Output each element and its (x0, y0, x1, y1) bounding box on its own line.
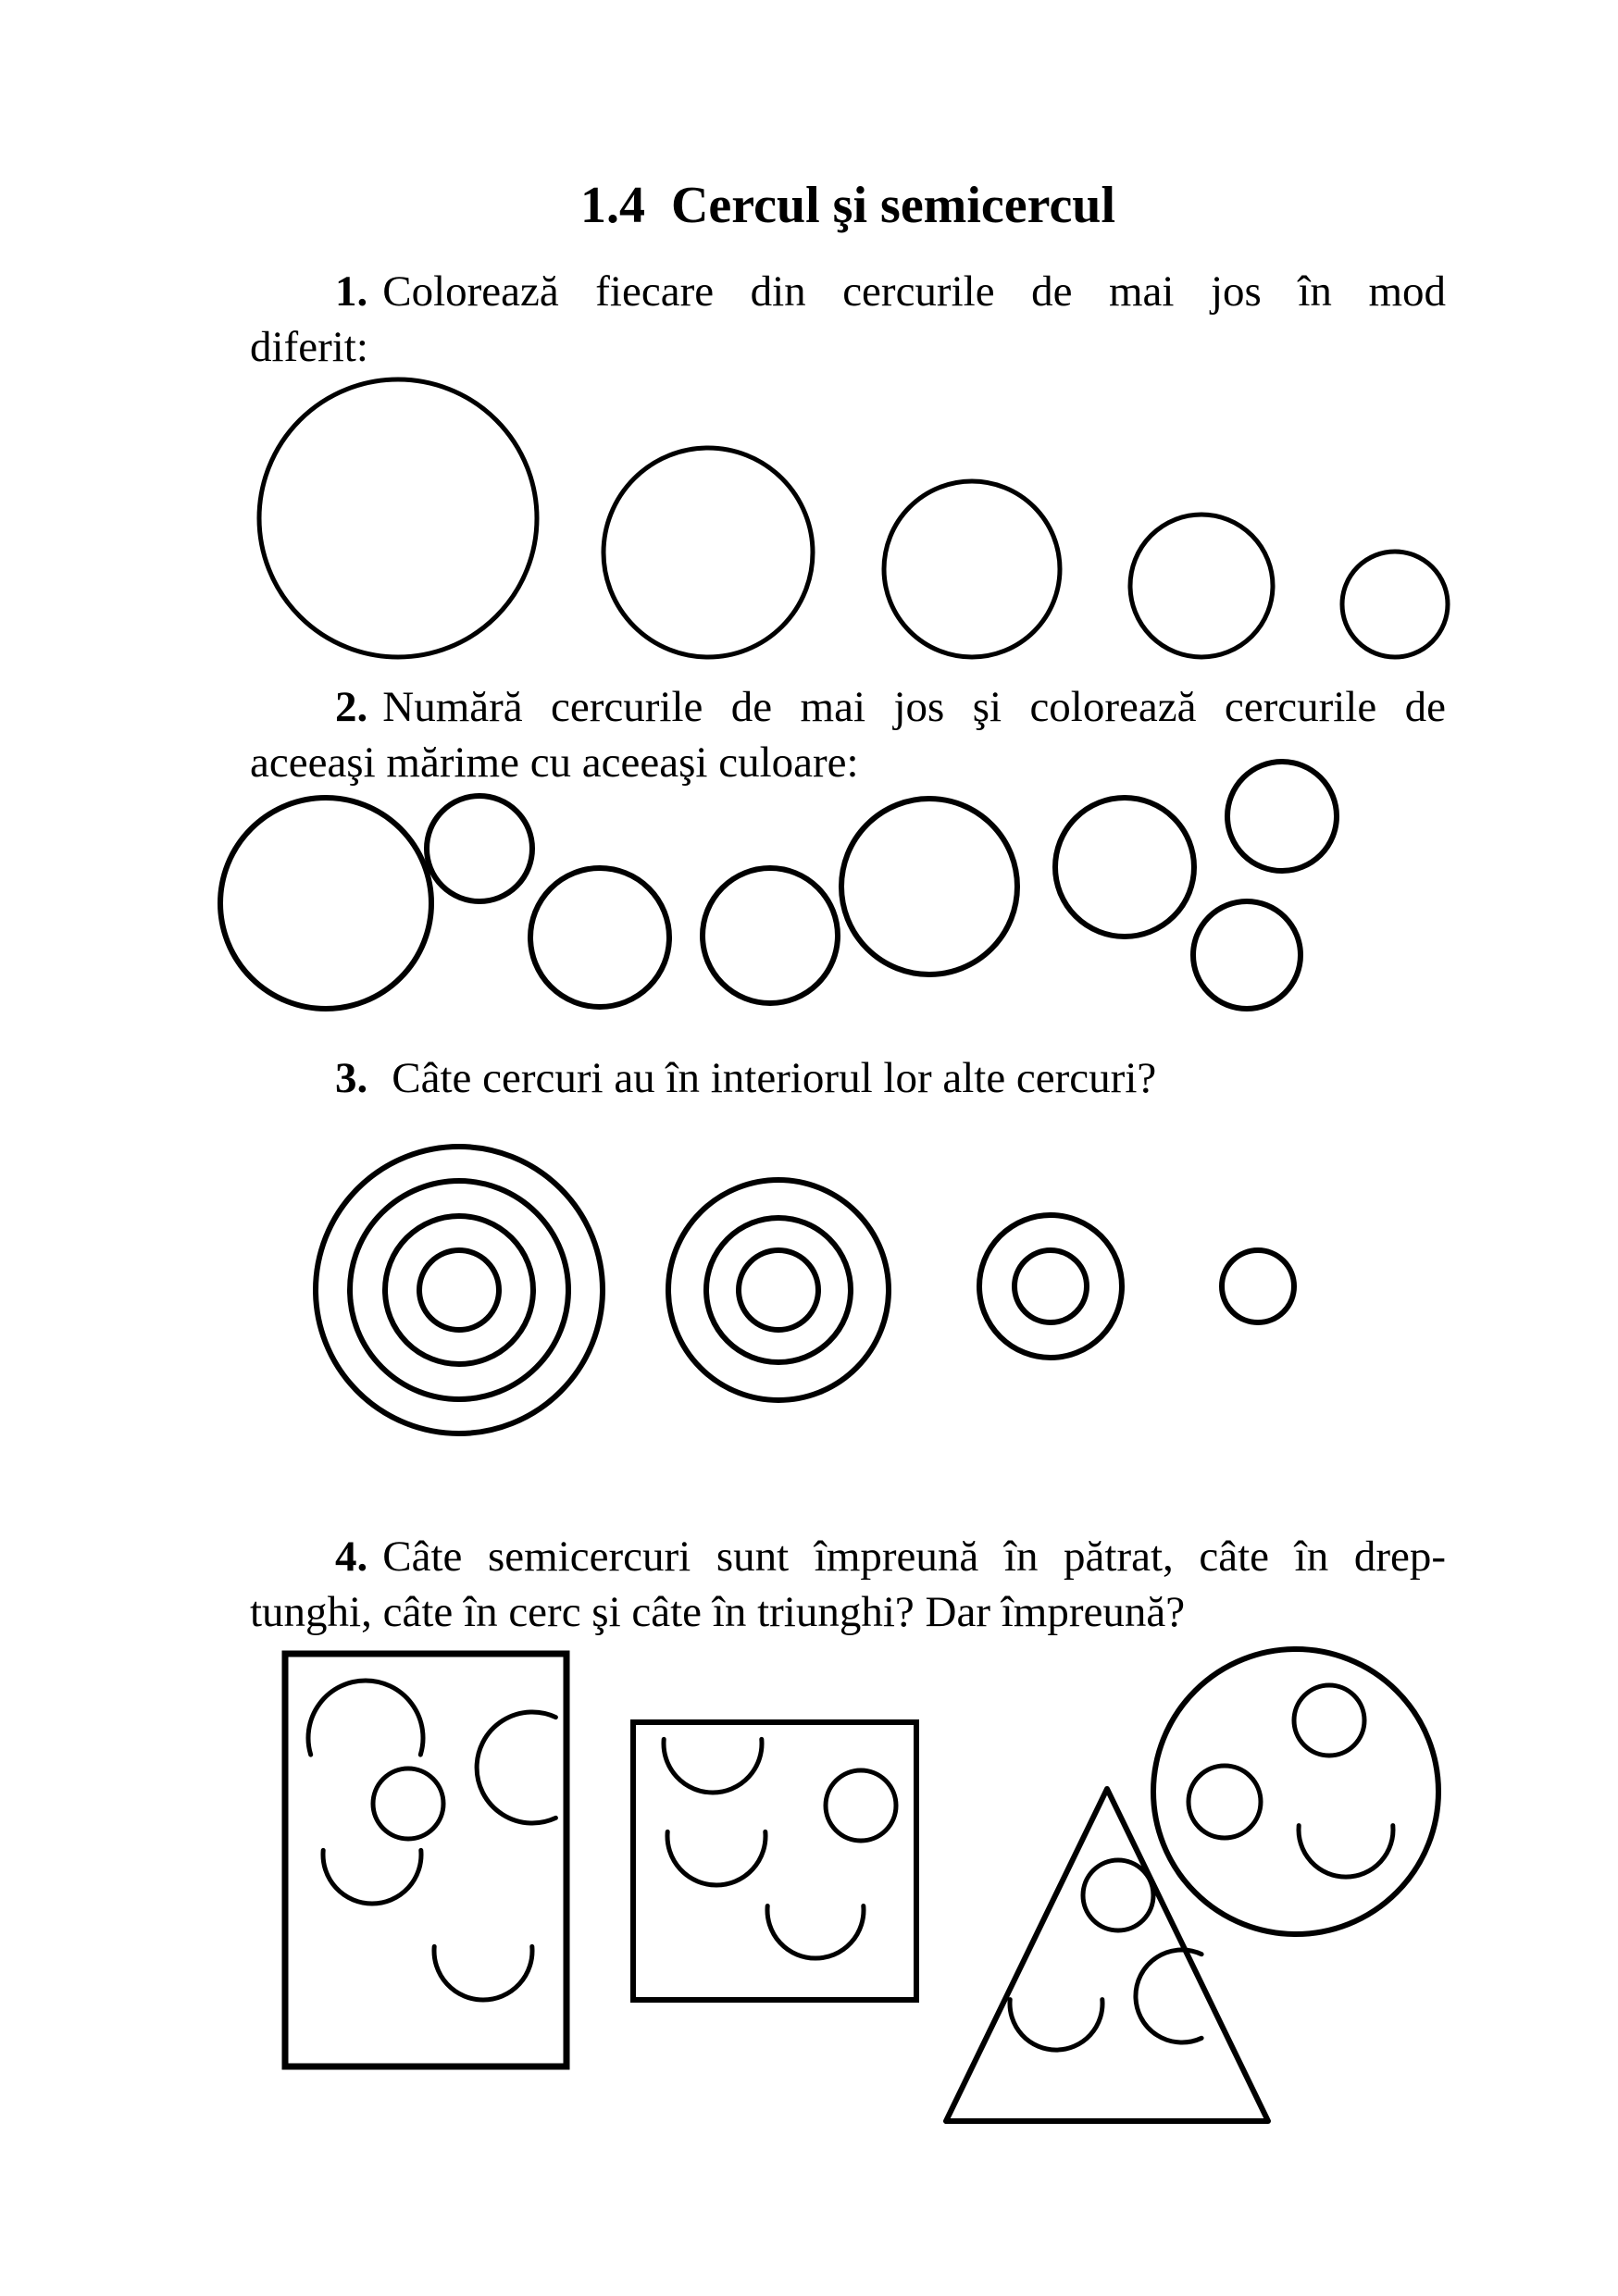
exercise-1 (250, 264, 1446, 375)
exercise-3-text: Câte cercuri au în interiorul lor alte cercuri? (392, 1054, 1157, 1102)
ex3-group-3-ring-2 (1014, 1250, 1087, 1322)
ex2-circle-4 (703, 868, 838, 1003)
exercise-2-number: 2. (335, 683, 368, 731)
ex4-semicircle-arc-4 (434, 1946, 532, 2000)
ex4-inner-circle-3 (1083, 1860, 1153, 1930)
exercise-4-line-2: tunghi, câte în cerc şi câte în triunghi? Dar împreună? (250, 1588, 1186, 1636)
exercise-2-line-1 (250, 679, 1446, 735)
exercise-1-text: Colorează fiecare din cercurile de mai jos în mod (382, 267, 1446, 316)
exercise-2-line-2: aceeaşi mărime cu aceeaşi culoare: (250, 738, 859, 787)
ex2-circle-2 (427, 796, 532, 901)
ex4-circle (1153, 1649, 1438, 1934)
ex4-semicircle-arc-8 (1299, 1826, 1393, 1878)
ex3-group-3-ring-1 (979, 1215, 1122, 1358)
ex4-inner-circle-2 (826, 1770, 896, 1841)
ex2-circle-5 (841, 799, 1017, 974)
ex1-circle-1 (259, 379, 537, 657)
ex4-semicircle-arc-2 (477, 1712, 555, 1823)
exercise-4 (250, 1529, 1446, 1640)
ex4-semicircle-arc-3 (323, 1850, 421, 1904)
ex4-semicircle-arc-10 (1010, 2000, 1102, 2050)
ex4-semicircle-arc-6 (667, 1831, 765, 1885)
ex2-circle-6 (1055, 798, 1194, 937)
ex1-circle-5 (1342, 552, 1448, 657)
ex4-rectangle (285, 1654, 566, 2066)
ex3-group-1-ring-4 (419, 1250, 499, 1330)
ex3-group-1-ring-3 (385, 1216, 533, 1364)
exercise-2 (250, 679, 1446, 790)
ex3-group-2-ring-1 (668, 1180, 889, 1400)
ex2-circle-1 (220, 798, 431, 1009)
exercise-3-number: 3. (335, 1054, 368, 1102)
ex4-inner-circle-5 (1189, 1766, 1261, 1838)
ex4-inner-circle-4 (1294, 1685, 1364, 1756)
ex4-semicircle-arc-1 (308, 1681, 423, 1755)
ex3-group-2-ring-3 (739, 1250, 818, 1330)
ex4-semicircle-arc-5 (664, 1739, 762, 1793)
exercise-4-number: 4. (335, 1533, 368, 1581)
ex3-group-4-ring-1 (1222, 1250, 1294, 1322)
exercise-1-number: 1. (335, 267, 368, 316)
ex1-circle-2 (604, 448, 813, 657)
exercise-1-line-2: diferit: (250, 323, 368, 371)
ex4-inner-circle-1 (373, 1769, 443, 1839)
ex4-semicircle-arc-7 (767, 1906, 864, 1959)
exercise-1-line-1 (250, 264, 1446, 319)
ex1-circle-4 (1130, 515, 1273, 657)
exercise-3 (250, 1050, 1446, 1106)
ex2-circle-8 (1193, 901, 1301, 1009)
exercise-3-line-1 (250, 1050, 1446, 1106)
ex3-group-1-ring-1 (316, 1147, 603, 1433)
ex2-circle-3 (530, 868, 669, 1007)
page-title: 1.4 Cercul şi semicercul (579, 177, 1116, 234)
exercise-4-text: Câte semicercuri sunt împreună în pătrat, câte în drep- (382, 1533, 1446, 1581)
ex1-circle-3 (884, 481, 1060, 657)
exercise-2-text: Numără cercurile de mai jos şi colorează cercurile de (382, 683, 1446, 731)
exercise-4-line-1 (250, 1529, 1446, 1584)
ex3-group-2-ring-2 (706, 1218, 851, 1362)
